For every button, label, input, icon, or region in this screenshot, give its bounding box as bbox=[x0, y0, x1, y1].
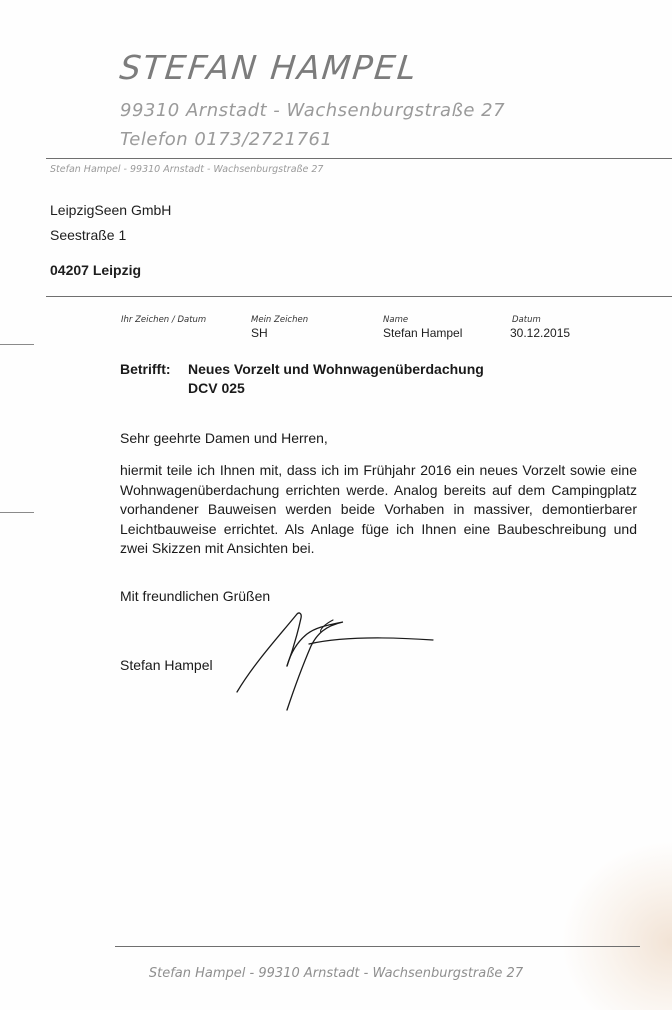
mein-zeichen-value: SH bbox=[251, 326, 268, 340]
letterhead-address: 99310 Arnstadt - Wachsenburgstraße 27 bbox=[120, 100, 506, 121]
signer-name: Stefan Hampel bbox=[120, 657, 213, 673]
letterhead-phone: Telefon 0173/2721761 bbox=[120, 129, 333, 150]
footer-divider bbox=[115, 946, 640, 947]
recipient-street: Seestraße 1 bbox=[50, 227, 127, 243]
sender-return-line: Stefan Hampel - 99310 Arnstadt - Wachsenburgstraße 27 bbox=[50, 164, 324, 175]
recipient-city: 04207 Leipzig bbox=[50, 262, 142, 278]
datum-label: Datum bbox=[512, 315, 541, 325]
letterhead-name: STEFAN HAMPEL bbox=[117, 48, 420, 87]
subject-line-1: Neues Vorzelt und Wohnwagenüberdachung bbox=[188, 361, 484, 377]
handwritten-signature bbox=[225, 600, 445, 720]
mein-zeichen-label: Mein Zeichen bbox=[251, 315, 309, 325]
closing: Mit freundlichen Grüßen bbox=[120, 588, 271, 604]
footer-address: Stefan Hampel - 99310 Arnstadt - Wachsenburgstraße 27 bbox=[148, 966, 524, 981]
fold-mark bbox=[0, 344, 34, 345]
subject-label: Betrifft: bbox=[120, 361, 171, 377]
name-value: Stefan Hampel bbox=[383, 326, 463, 340]
paper-stain bbox=[560, 840, 672, 1010]
header-divider bbox=[46, 158, 672, 159]
address-divider bbox=[46, 296, 672, 297]
datum-value: 30.12.2015 bbox=[510, 326, 571, 340]
fold-mark bbox=[0, 512, 34, 513]
ihr-zeichen-label: Ihr Zeichen / Datum bbox=[121, 315, 207, 325]
subject-line-2: DCV 025 bbox=[188, 380, 245, 396]
body-paragraph: hiermit teile ich Ihnen mit, dass ich im Frühjahr 2016 ein neues Vorzelt sowie eine Wohnwagenüberdachung errichten werde. Analog bereits auf dem Campingplatz vorhandener Bauweisen werden beide Vorhaben in massiver, demontierbarer Leichtbauweise errichtet. Als Anlage füge ich Ihnen eine Baubeschreibung und zwei Skizzen mit Ansichten bei. bbox=[120, 462, 637, 556]
name-label: Name bbox=[383, 315, 409, 325]
salutation: Sehr geehrte Damen und Herren, bbox=[120, 430, 328, 446]
recipient-company: LeipzigSeen GmbH bbox=[50, 202, 172, 218]
